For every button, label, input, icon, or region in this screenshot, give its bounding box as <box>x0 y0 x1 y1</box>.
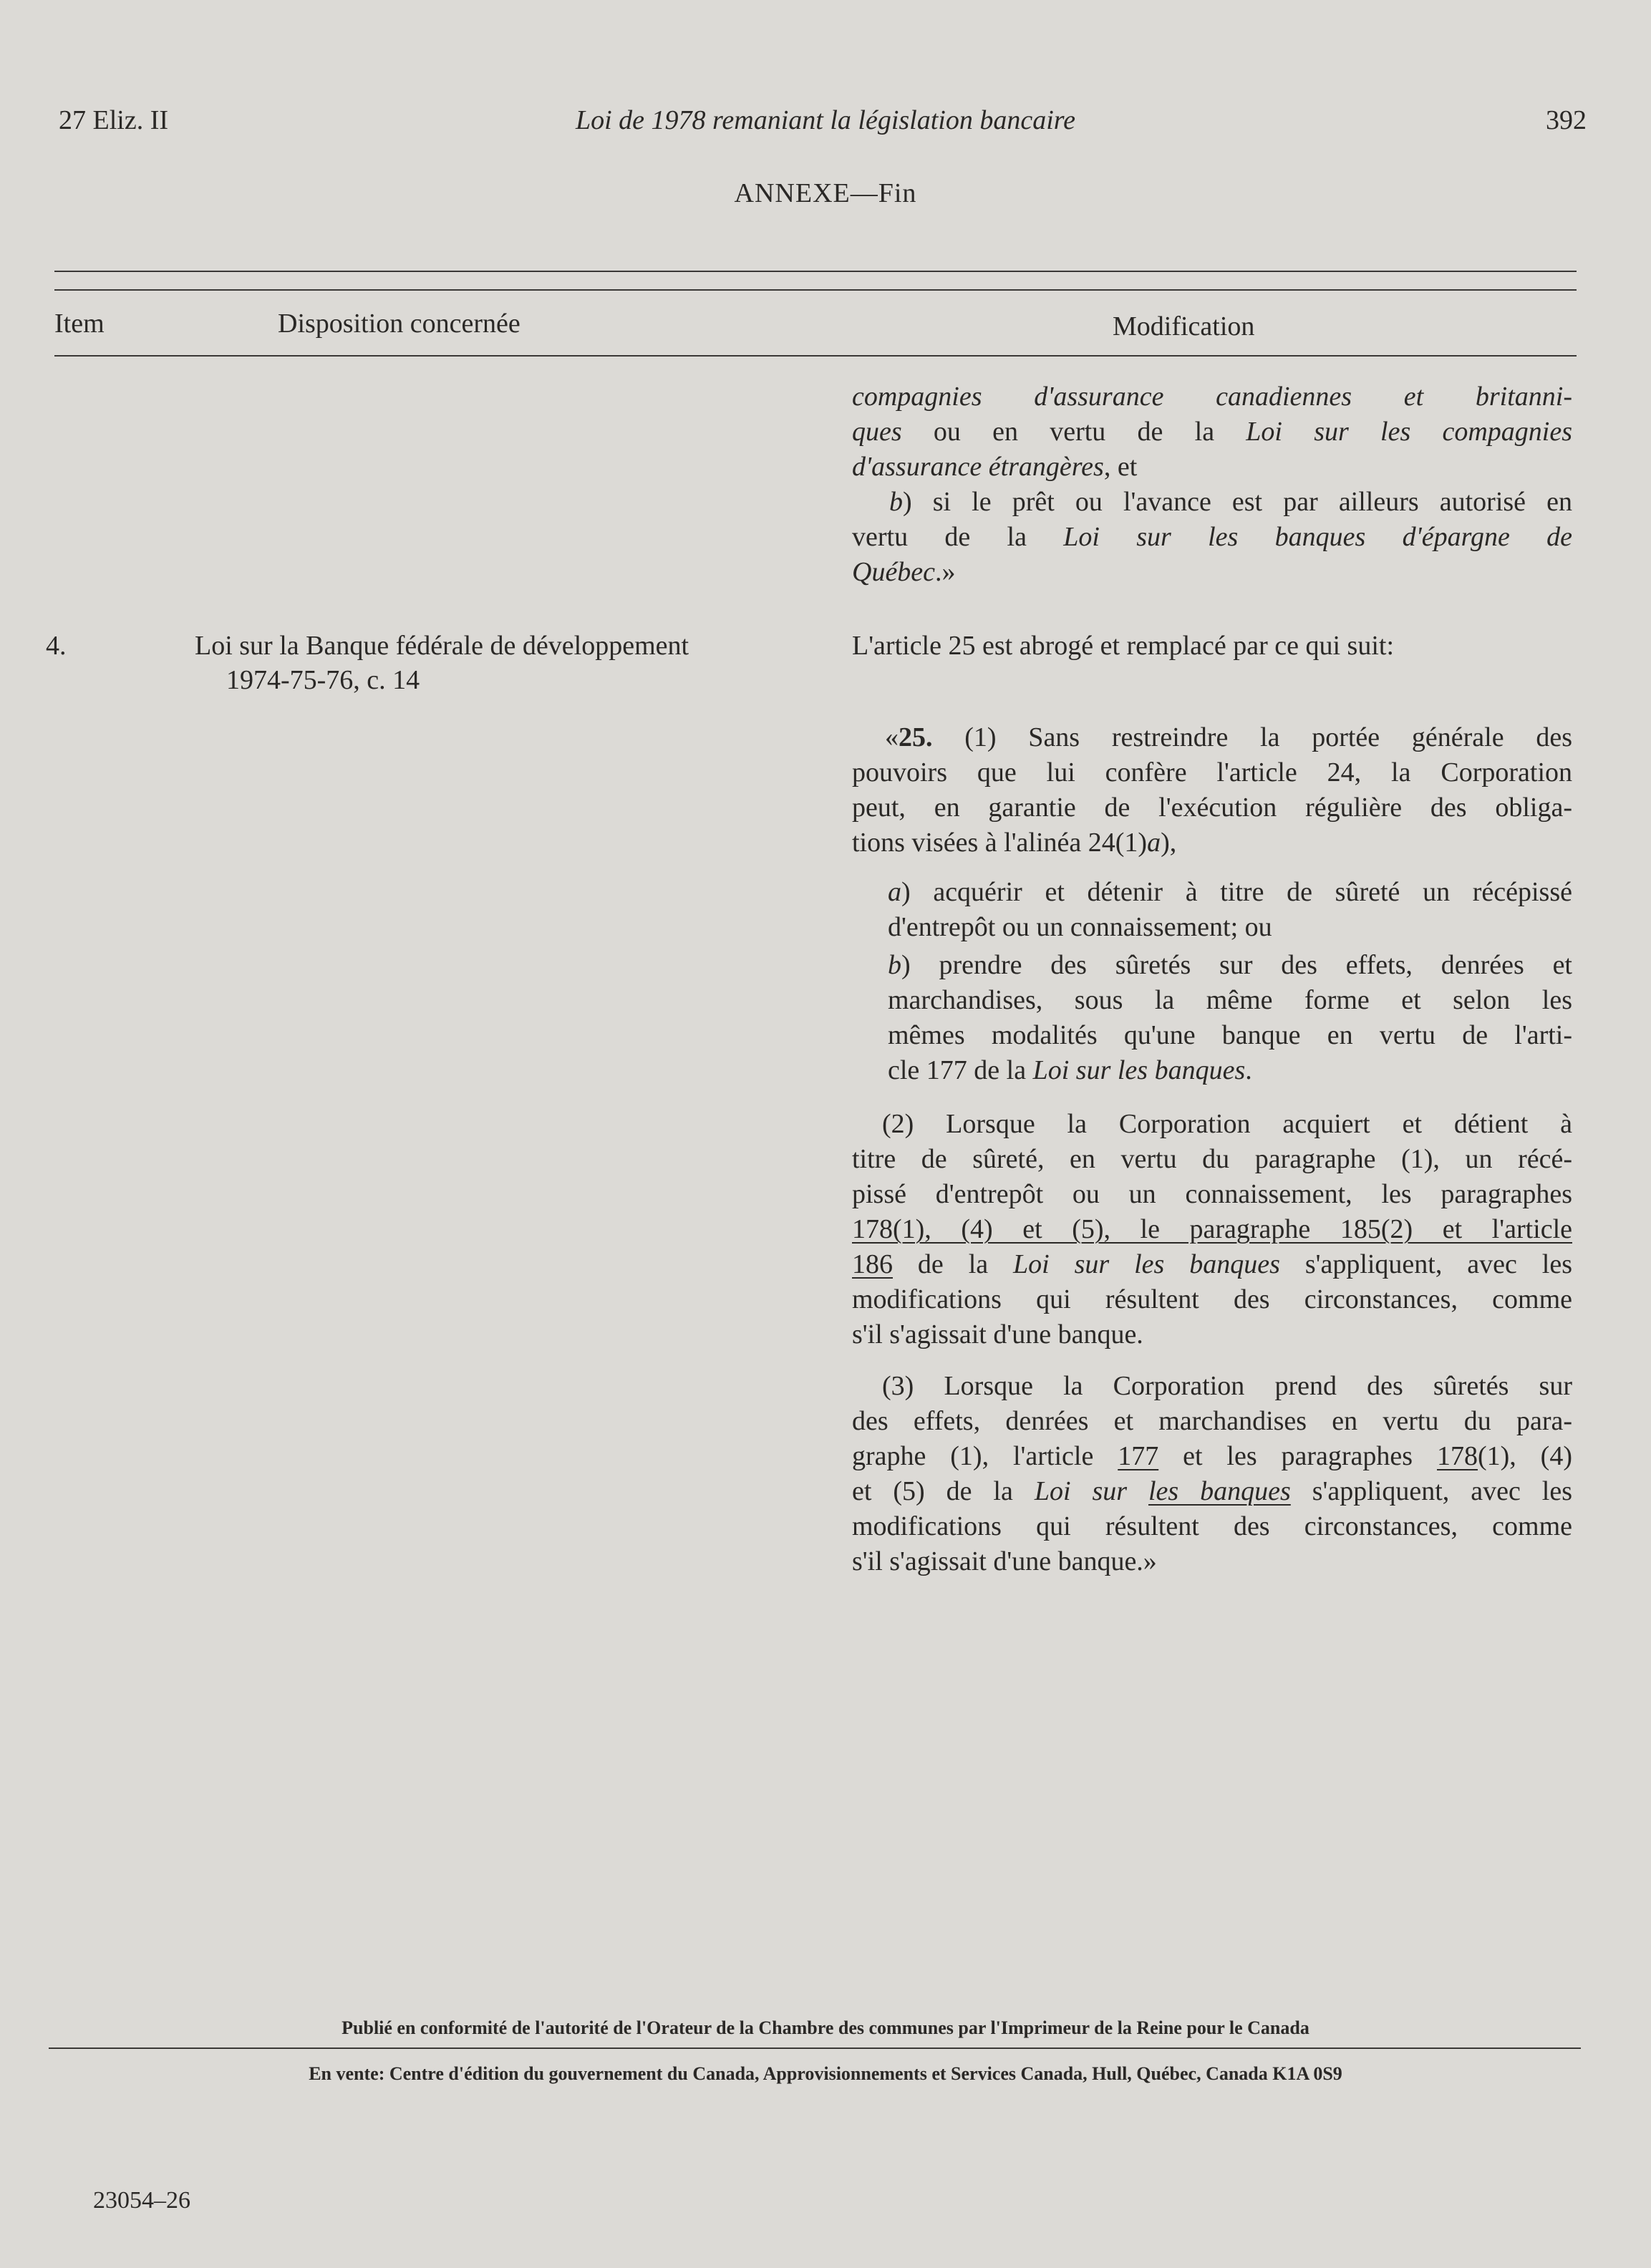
paragraph-a: a) acquérir et détenir à titre de sûreté un récépissé d'entrepôt ou un connaissement; ou <box>888 877 1572 942</box>
footer-rule <box>49 2048 1581 2049</box>
column-header-modification: Modification <box>1113 311 1255 341</box>
page-number: 392 <box>1546 105 1587 135</box>
item-number: 4. <box>46 631 67 661</box>
subsection-1: «25. (1) Sans restreindre la portée générale des pouvoirs que lui confère l'article 24, la Corporation peut, en garantie de l'exécution régulière des obliga- tions visées à l'alinéa 24(1)a), <box>852 722 1572 858</box>
provision-text: Loi sur la Banque fédérale de développement 1974-75-76, c. 14 <box>195 631 689 695</box>
table-top-rule-2 <box>54 289 1577 291</box>
table-top-rule <box>54 271 1577 272</box>
header-title: Loi de 1978 remaniant la législation bancaire <box>575 105 1076 135</box>
annex-title: ANNEXE—Fin <box>734 178 917 208</box>
document-number: 23054–26 <box>93 2187 190 2214</box>
table-header-rule <box>54 355 1577 357</box>
header-left: 27 Eliz. II <box>59 105 169 135</box>
sale-notice: En vente: Centre d'édition du gouvernement du Canada, Approvisionnements et Services Canada, Hull, Québec, Canada K1A 0S9 <box>309 2063 1342 2084</box>
column-header-provision: Disposition concernée <box>278 309 521 339</box>
paragraph-b: b) prendre des sûretés sur des effets, denrées et marchandises, sous la même forme et selon les mêmes modalités qu'une banque en vertu de l'arti- cle 177 de la Loi sur les banques. <box>888 950 1572 1085</box>
subsection-3: (3) Lorsque la Corporation prend des sûretés sur des effets, denrées et marchandises en vertu du para- graphe (1), l'article 177 et les paragraphes 178(1), (4) et (5) de la Loi sur les banques s'appliquent, avec les modifications qui résultent des circonstances, comme s'il s'agissait d'une banque.» <box>852 1371 1572 1576</box>
column-header-item: Item <box>54 309 105 339</box>
subsection-2: (2) Lorsque la Corporation acquiert et détient à titre de sûreté, en vertu du paragraphe (1), un récé- pissé d'entrepôt ou un connaissement, les paragraphes 178(1), (4) et (5), le paragraphe 185(2) et l'article 186 de la Loi sur les banques s'appliquent, avec les modifications qui résultent des circonstances, comme s'il s'agissait d'une banque. <box>852 1109 1572 1349</box>
publication-notice: Publié en conformité de l'autorité de l'Orateur de la Chambre des communes par l'Imprimeur de la Reine pour le Canada <box>342 2017 1309 2038</box>
continuation-text: compagnies d'assurance canadiennes et britanni- ques ou en vertu de la Loi sur les compagnies d'assurance étrangères, et b) si le prêt ou l'avance est par ailleurs autorisé en vertu de la Loi sur les banques d'épargne de Québec.» <box>852 382 1572 587</box>
modification-intro: L'article 25 est abrogé et remplacé par ce qui suit: <box>852 631 1395 661</box>
